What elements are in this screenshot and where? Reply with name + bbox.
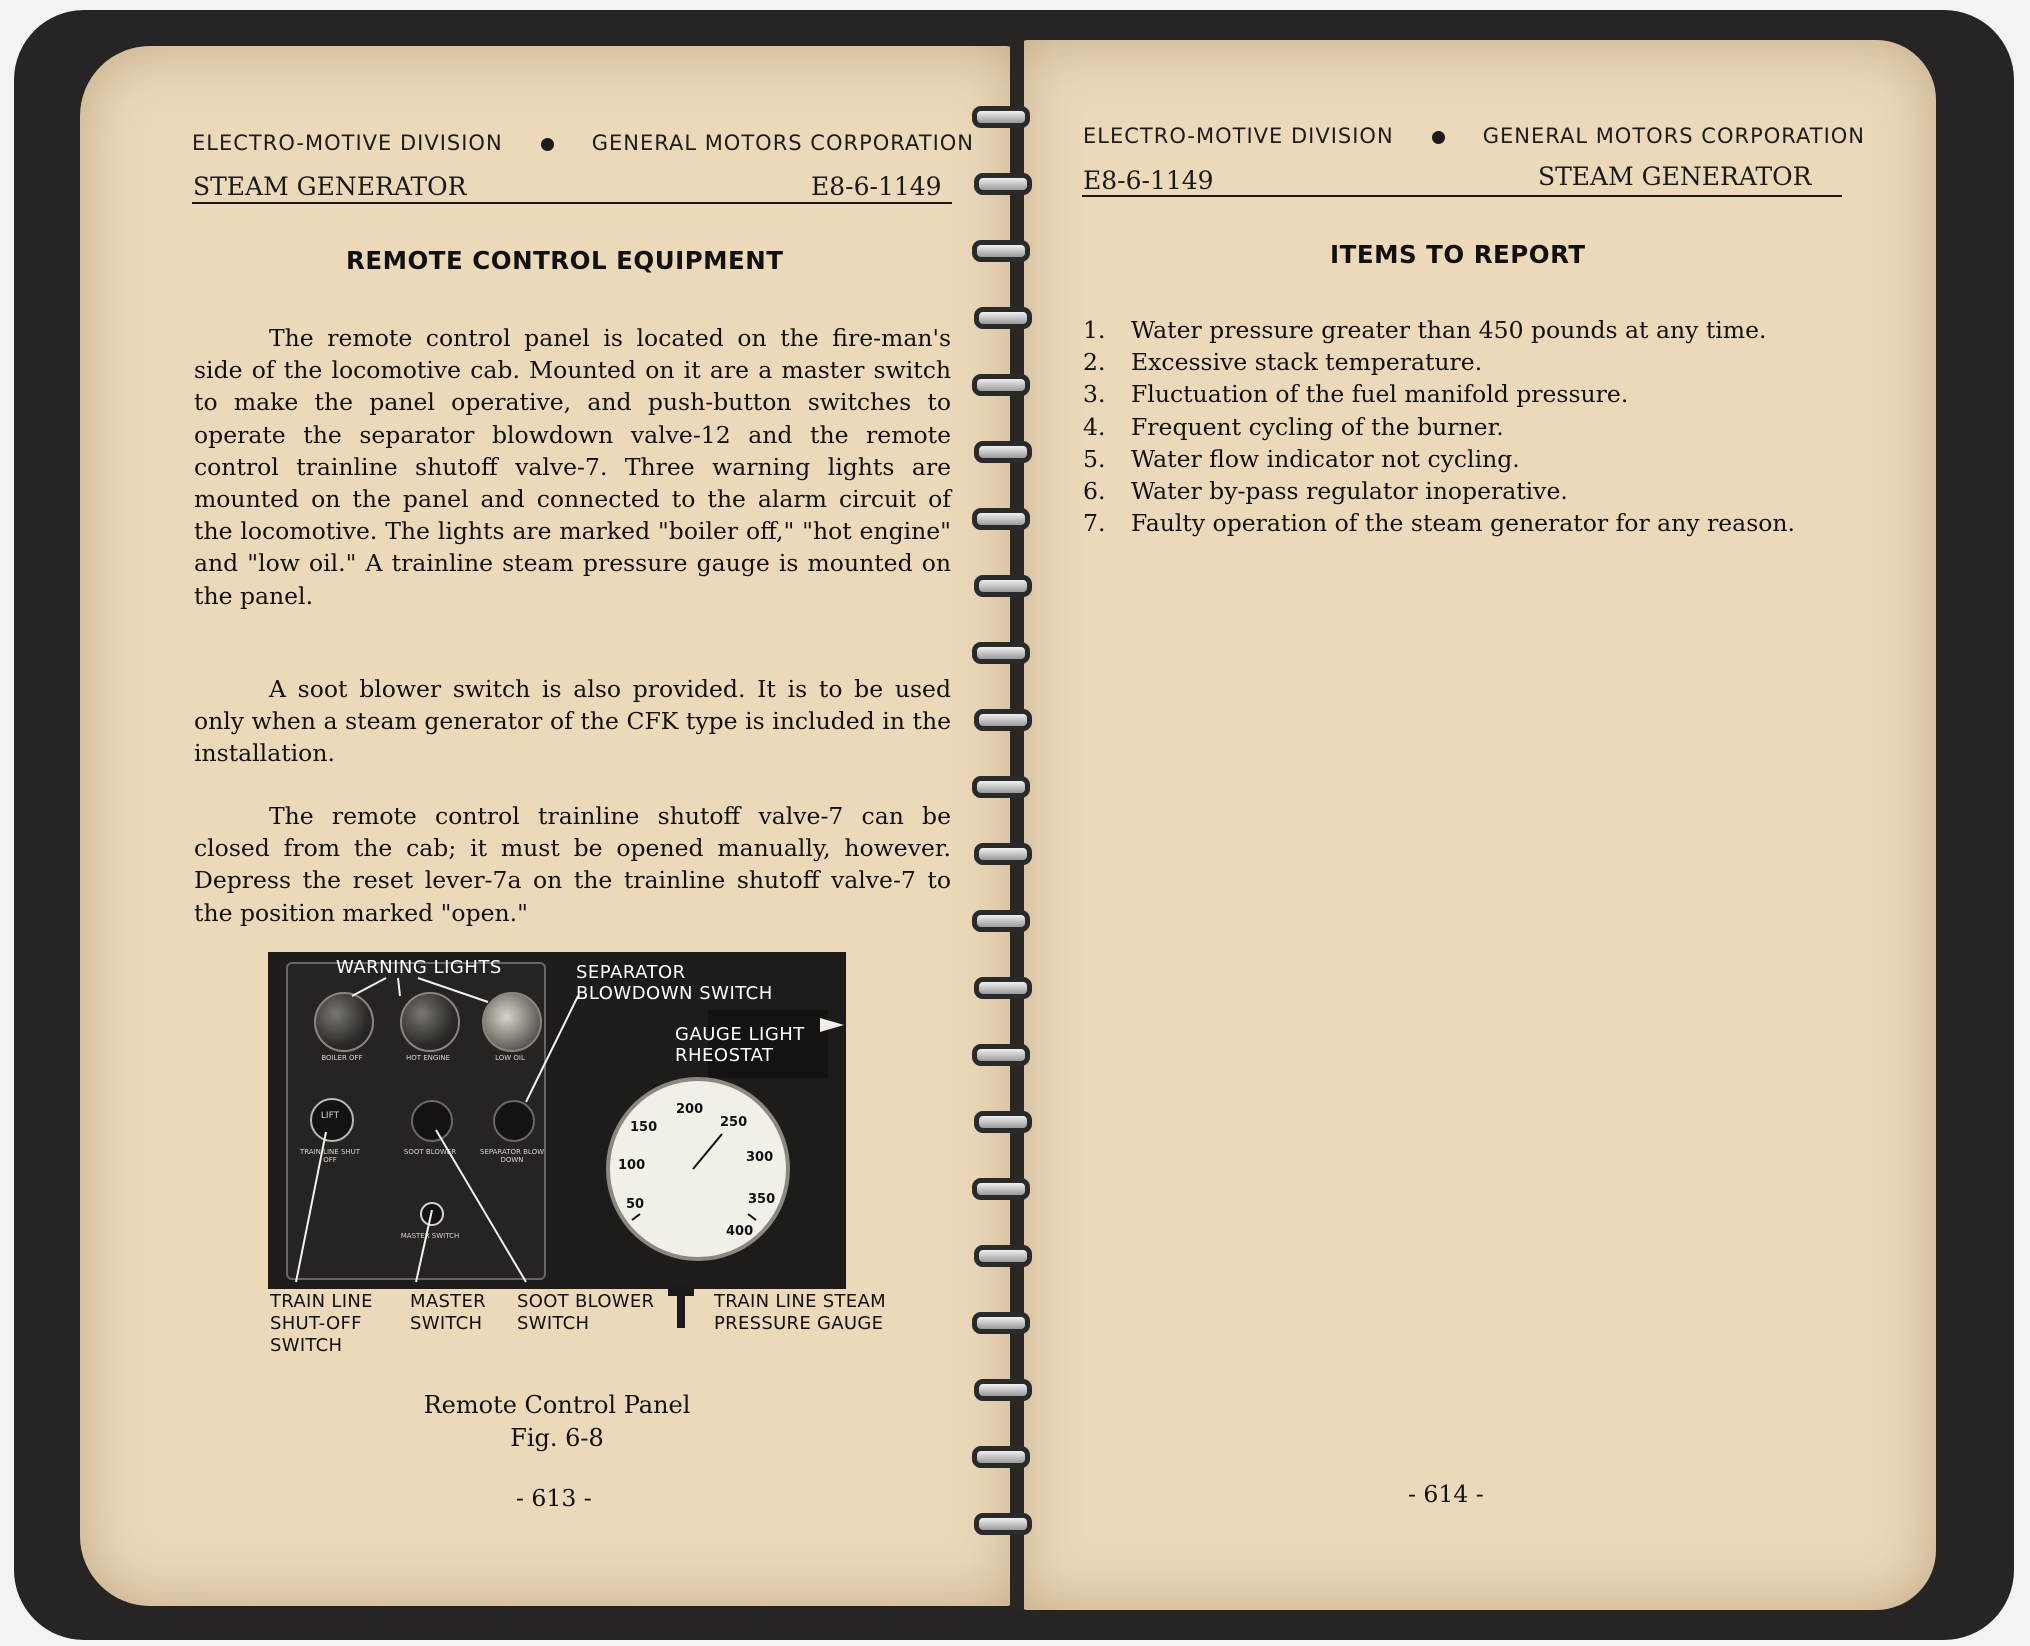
- label-gauge-light-rheostat: GAUGE LIGHT RHEOSTAT: [675, 1024, 805, 1066]
- binding-ring: [972, 642, 1030, 664]
- binding-ring: [972, 1044, 1030, 1066]
- list-item: [1083, 443, 1845, 475]
- gauge-number-150: 150: [630, 1120, 658, 1135]
- item-number: 3.: [1083, 380, 1106, 409]
- item-text: Fluctuation of the fuel manifold pressure.: [1131, 380, 1629, 409]
- master-switch-plate: MASTER SWITCH: [400, 1232, 460, 1240]
- item-number: 2.: [1083, 348, 1106, 377]
- corporation-name: GENERAL MOTORS CORPORATION: [591, 131, 975, 155]
- right-page-heading: ITEMS TO REPORT: [1330, 240, 1586, 269]
- leader-blowdown: [526, 996, 578, 1102]
- binding-ring: [974, 977, 1032, 999]
- gauge-number-50: 50: [626, 1197, 645, 1212]
- paragraph-3: The remote control trainline shutoff valve-7 can be closed from the cab; it must be opened manually, however. Depress the reset lever-7a on the trainline shutoff valve-7 to the position marked "open.": [194, 802, 951, 927]
- right-page-number: - 614 -: [1408, 1480, 1484, 1508]
- figure-caption-title: Remote Control Panel: [423, 1391, 691, 1419]
- binding-ring: [972, 1312, 1030, 1334]
- binding-ring: [974, 307, 1032, 329]
- right-manual-code: E8-6-1149: [1083, 166, 1214, 195]
- left-page-heading: REMOTE CONTROL EQUIPMENT: [346, 246, 784, 275]
- soot-blower-plate: SOOT BLOWER: [403, 1148, 457, 1156]
- binding-ring: [974, 709, 1032, 731]
- binding-ring: [972, 910, 1030, 932]
- binding-ring: [972, 240, 1030, 262]
- label-warning-lights: WARNING LIGHTS: [336, 957, 502, 978]
- list-item: [1083, 314, 1845, 346]
- binding-ring: [974, 1379, 1032, 1401]
- binding-ring: [972, 1446, 1030, 1468]
- left-manual-code: E8-6-1149: [811, 172, 942, 201]
- hot-engine-plate: HOT ENGINE: [405, 1054, 451, 1062]
- remote-control-panel-photo: [268, 952, 846, 1289]
- bullet-icon: [541, 138, 554, 151]
- list-item: [1083, 378, 1845, 410]
- list-item: [1083, 475, 1845, 507]
- gauge-number-400: 400: [726, 1224, 754, 1239]
- label-separator-blowdown: SEPARATOR BLOWDOWN SWITCH: [576, 962, 773, 1004]
- boiler-off-plate: BOILER OFF: [321, 1054, 363, 1062]
- corporation-name: GENERAL MOTORS CORPORATION: [1482, 124, 1866, 148]
- left-header-rule: [192, 202, 952, 204]
- binding-ring: [974, 1245, 1032, 1267]
- lift-marking: LIFT: [320, 1111, 340, 1121]
- label-master-switch: MASTER SWITCH: [410, 1291, 486, 1334]
- item-number: 5.: [1083, 444, 1106, 473]
- leader-shutoff: [296, 1132, 326, 1282]
- leader-master: [416, 1210, 432, 1282]
- binding-ring: [974, 843, 1032, 865]
- binding-ring: [972, 106, 1030, 128]
- label-train-line-steam-gauge: TRAIN LINE STEAM PRESSURE GAUGE: [714, 1291, 886, 1334]
- left-section-title: STEAM GENERATOR: [193, 172, 467, 201]
- paragraph-2: A soot blower switch is also provided. It is to be used only when a steam generator of the CFK type is included in the installation.: [194, 675, 951, 768]
- gauge-tick-2: [748, 1214, 756, 1220]
- binding-ring: [972, 776, 1030, 798]
- binding-ring: [974, 1513, 1032, 1535]
- gauge-number-350: 350: [748, 1192, 776, 1207]
- right-running-header: [1083, 124, 1865, 148]
- leader-warning-3: [418, 978, 488, 1002]
- list-item: [1083, 346, 1845, 378]
- binding-ring: [974, 575, 1032, 597]
- item-text: Faulty operation of the steam generator for any reason.: [1131, 509, 1796, 538]
- book-spine: [1010, 40, 1024, 1610]
- leader-soot: [436, 1130, 526, 1282]
- leader-warning-1: [352, 978, 386, 996]
- item-text: Excessive stack temperature.: [1131, 348, 1483, 377]
- label-train-line-shutoff: TRAIN LINE SHUT-OFF SWITCH: [270, 1291, 373, 1356]
- binding-ring: [972, 374, 1030, 396]
- gauge-number-250: 250: [720, 1115, 748, 1130]
- list-item: [1083, 507, 1845, 539]
- item-text: Water flow indicator not cycling.: [1131, 444, 1520, 473]
- binding-ring: [974, 1111, 1032, 1133]
- binding-ring: [972, 508, 1030, 530]
- train-line-plate: TRAIN LINE SHUT OFF: [299, 1148, 361, 1164]
- gauge-needle: [693, 1134, 722, 1169]
- figure-caption-number: Fig. 6-8: [510, 1424, 604, 1452]
- item-number: 7.: [1083, 509, 1106, 538]
- leader-warning-2: [398, 978, 400, 996]
- item-number: 6.: [1083, 477, 1106, 506]
- items-to-report-list: [1083, 314, 1845, 539]
- binding-ring: [972, 1178, 1030, 1200]
- low-oil-plate: LOW OIL: [495, 1054, 525, 1062]
- gauge-pointer-icon: [668, 1286, 694, 1328]
- item-text: Frequent cycling of the burner.: [1131, 412, 1504, 441]
- right-header-rule: [1082, 195, 1842, 197]
- left-running-header: [192, 131, 974, 155]
- gauge-number-300: 300: [746, 1150, 774, 1165]
- binding-ring: [974, 173, 1032, 195]
- item-number: 1.: [1083, 316, 1106, 344]
- item-text: Water pressure greater than 450 pounds at any time.: [1131, 316, 1767, 344]
- left-page-number: - 613 -: [516, 1484, 592, 1512]
- gauge-number-200: 200: [676, 1102, 704, 1117]
- right-page: [1018, 40, 1936, 1610]
- item-number: 4.: [1083, 412, 1106, 441]
- gauge-tick-1: [632, 1214, 640, 1220]
- separator-blowdown-plate: SEPARATOR BLOW DOWN: [480, 1148, 545, 1164]
- item-text: Water by-pass regulator inoperative.: [1131, 477, 1568, 506]
- division-name: ELECTRO-MOTIVE DIVISION: [1083, 124, 1394, 148]
- paragraph-1: The remote control panel is located on the fire-man's side of the locomotive cab. Mounted on it are a master switch to make the panel operative, and push-button switches to operate the separator blowdown valve-12 and the remote control trainline shutoff valve-7. Three warning lights are mounted on the panel and connected to the alarm circuit of the locomotive. The lights are marked "boiler off," "hot engine" and "low oil." A trainline steam pressure gauge is mounted on the panel.: [194, 324, 951, 610]
- label-soot-blower: SOOT BLOWER SWITCH: [517, 1291, 655, 1334]
- division-name: ELECTRO-MOTIVE DIVISION: [192, 131, 503, 155]
- gauge-number-100: 100: [618, 1158, 646, 1173]
- binding-ring: [974, 441, 1032, 463]
- right-section-title: STEAM GENERATOR: [1538, 162, 1812, 191]
- bullet-icon: [1432, 131, 1445, 144]
- list-item: [1083, 411, 1845, 443]
